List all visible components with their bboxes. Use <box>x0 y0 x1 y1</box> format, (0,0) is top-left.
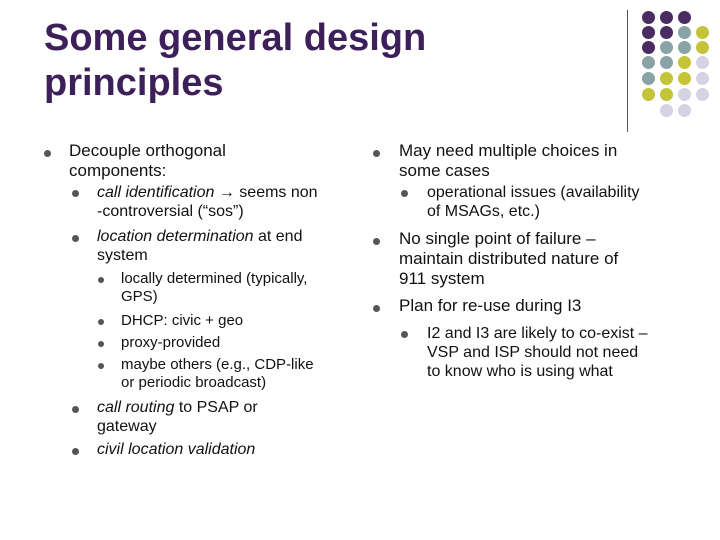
bullet-icon <box>72 190 79 197</box>
bullet-icon <box>401 331 408 338</box>
bullet-icon <box>373 150 380 157</box>
bullet-icon <box>72 235 79 242</box>
bullet-icon <box>373 238 380 245</box>
left-subsub-locally-determined: locally determined (typically, GPS) <box>121 270 308 305</box>
left-subsub-maybe-others: maybe others (e.g., CDP-like or periodic broadcast) <box>121 356 314 391</box>
left-subsub-proxy: proxy-provided <box>121 334 221 351</box>
bullet-icon <box>98 363 104 369</box>
bullet-icon <box>44 150 51 157</box>
bullet-icon <box>373 305 380 312</box>
bullet-icon <box>98 341 104 347</box>
right-sub-i2-i3: I2 and I3 are likely to co-exist – VSP and ISP should not need to know who is using what <box>427 325 648 380</box>
right-item-no-single-point: No single point of failure – maintain distributed nature of 911 system <box>399 229 619 288</box>
bullet-icon <box>72 406 79 413</box>
arrow-icon: → <box>218 184 235 201</box>
bullet-icon <box>401 190 408 197</box>
left-subsub-dhcp: DHCP: civic + geo <box>121 312 244 329</box>
bullet-icon <box>72 448 79 455</box>
right-item-plan-reuse: Plan for re-use during I3 <box>399 296 582 315</box>
left-sub-call-identification: call identification → seems non -controversial (“sos”) <box>97 184 318 220</box>
right-item-multiple-choices: May need multiple choices in some cases <box>399 141 618 180</box>
bullet-icon <box>98 277 104 283</box>
left-sub-civil-location-validation: civil location validation <box>97 441 256 458</box>
left-sub-call-routing: call routing to PSAP or gateway <box>97 399 258 435</box>
right-column <box>360 0 720 540</box>
right-sub-operational-issues: operational issues (availability of MSAGs, etc.) <box>427 184 640 220</box>
title-line-2: principles <box>44 62 224 104</box>
bullet-icon <box>98 319 104 325</box>
left-item-decouple: Decouple orthogonal components: <box>69 141 226 180</box>
left-sub-location-determination: location determination at end system <box>97 228 303 264</box>
title-line-1: Some general design <box>44 17 427 59</box>
